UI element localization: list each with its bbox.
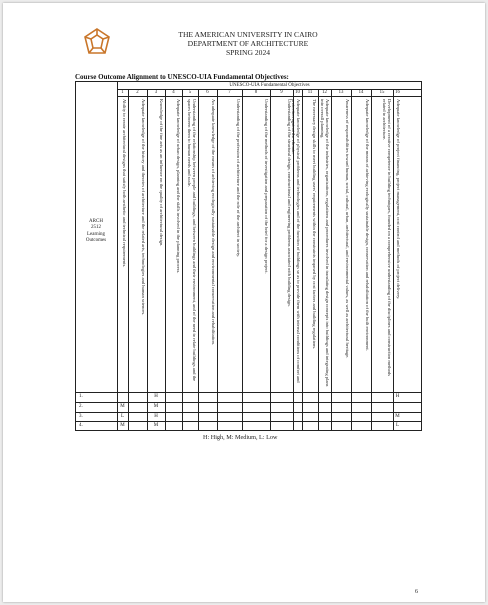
column-number: 16: [395, 90, 400, 95]
alignment-mark: [182, 393, 198, 402]
objective-text: An adequate knowledge of the means of achieving ecologically sustainable design and environmental conservation and rehabilitation.: [211, 99, 216, 345]
alignment-mark: [302, 413, 318, 422]
alignment-mark: [182, 413, 198, 422]
alignment-mark: [128, 413, 147, 422]
alignment-mark: [351, 422, 371, 431]
alignment-mark: [117, 393, 128, 402]
alignment-mark: [198, 413, 217, 422]
alignment-mark: [371, 403, 393, 412]
alignment-mark: [351, 393, 371, 402]
alignment-mark: [242, 422, 270, 431]
auc-logo-icon: [82, 27, 112, 57]
column-rule: [182, 89, 183, 431]
column-rule: [242, 89, 243, 431]
objective-text: Understanding of the structural design, constructional and engineering problems associated with building design.: [287, 99, 292, 307]
objective-text: Adequate knowledge of physical problems and technologies and of the function of buildings so as to provide them with internal conditions of comfort and protection against the climate.: [290, 99, 301, 383]
alignment-mark: [371, 422, 393, 431]
objective-text: Knowledge of the fine arts as an influence on the quality of architectural design.: [159, 99, 164, 247]
objective-text: Development of a creative competence in building techniques, founded on a comprehensive understanding of the disciplines and construction methods related to architecture.: [381, 99, 392, 376]
alignment-mark: [217, 413, 242, 422]
alignment-mark: H: [154, 413, 158, 419]
side-column-rule: [117, 81, 118, 431]
alignment-mark: [302, 393, 318, 402]
row-label: 1.: [79, 394, 83, 399]
objective-text: Adequate knowledge of the history and theories of architecture and the related arts, technologies and human sciences.: [141, 99, 146, 316]
alignment-mark: [217, 403, 242, 412]
learning-outcomes-label: [77, 219, 115, 259]
column-number: 8: [254, 90, 258, 95]
outcome-alignment-table: [75, 81, 422, 431]
alignment-mark: M: [395, 413, 400, 419]
alignment-mark: [182, 422, 198, 431]
alignment-mark: [198, 422, 217, 431]
objective-text: The necessary design skills to meet building users' requirements within the constraints imposed by cost factors and building regulations.: [312, 99, 317, 350]
alignment-mark: [270, 422, 293, 431]
alignment-mark: L: [120, 413, 125, 419]
alignment-mark: [128, 422, 147, 431]
column-rule: [302, 89, 303, 431]
table-border-right: [421, 81, 422, 431]
alignment-mark: [242, 393, 270, 402]
alignment-mark: [318, 403, 331, 412]
column-rule: [165, 89, 166, 431]
page-number: 6: [415, 589, 418, 595]
column-number: 12: [322, 90, 327, 95]
alignment-mark: [302, 403, 318, 412]
side-label-line: Outcomes: [85, 238, 107, 244]
side-label-line: ARCH: [89, 219, 103, 224]
alignment-mark: M: [120, 403, 125, 409]
document-page: [3, 3, 485, 602]
row-label: 4.: [79, 423, 83, 429]
objective-text: Adequate knowledge of the industries, organizations, regulations and procedures involved in translating design concepts into buildings and integrating plans into overall planning.: [319, 99, 330, 387]
column-number: 4: [172, 90, 175, 95]
column-rule: [270, 89, 271, 431]
alignment-mark: [242, 413, 270, 422]
alignment-mark: [331, 393, 351, 402]
group-header: UNESCO-UIA Fundamental Objectives: [229, 83, 310, 88]
column-rule: [198, 89, 199, 431]
alignment-mark: [331, 422, 351, 431]
alignment-mark: [165, 393, 182, 402]
table-caption: Course Outcome Alignment to UNESCO-UIA Fundamental Objectives:: [75, 73, 289, 81]
column-number: 11: [307, 90, 313, 95]
column-number: 13: [338, 90, 344, 95]
legend: H: High, M: Medium, L: Low: [203, 434, 278, 441]
alignment-mark: [293, 413, 302, 422]
alignment-mark: M: [120, 423, 125, 429]
alignment-mark: [318, 413, 331, 422]
department-name: DEPARTMENT OF ARCHITECTURE: [187, 39, 309, 48]
alignment-mark: [198, 393, 217, 402]
alignment-mark: [371, 393, 393, 402]
alignment-mark: [165, 403, 182, 412]
alignment-mark: M: [153, 423, 159, 429]
objective-text: Adequate knowledge of urban design, planning and the skills involved in the planning process.: [176, 99, 181, 274]
alignment-mark: [293, 393, 302, 402]
column-number: 9: [280, 90, 283, 95]
alignment-mark: [128, 403, 147, 412]
alignment-mark: [318, 393, 331, 402]
objective-text: Understanding of the methods of investigation and preparation of the brief for a design project.: [264, 99, 269, 274]
alignment-mark: [270, 403, 293, 412]
alignment-mark: [182, 403, 198, 412]
alignment-mark: [302, 422, 318, 431]
alignment-mark: L: [395, 423, 400, 429]
objective-text: Awareness of responsibilities toward human, social, cultural, urban, architectural, and environmental values, as well as architectural heritage.: [345, 99, 350, 359]
column-number: 14: [358, 90, 364, 95]
column-number: 6: [206, 90, 209, 95]
side-label-line: Learning: [86, 231, 106, 237]
alignment-mark: [198, 403, 217, 412]
column-rule: [128, 89, 129, 431]
column-number: 3: [154, 90, 158, 95]
column-number: 1: [121, 90, 124, 95]
alignment-mark: M: [153, 403, 159, 409]
alignment-mark: [270, 413, 293, 422]
column-rule: [351, 89, 352, 431]
alignment-mark: [351, 403, 371, 412]
column-rule: [393, 89, 394, 431]
alignment-mark: [351, 413, 371, 422]
objective-text: Adequate knowledge of project financing, project management, cost control and methods of project delivery.: [396, 99, 401, 300]
column-rule: [371, 89, 372, 431]
alignment-mark: [331, 413, 351, 422]
column-number: 7: [228, 90, 231, 95]
alignment-mark: [217, 393, 242, 402]
column-rule: [331, 89, 332, 431]
table-border-left: [75, 81, 76, 431]
alignment-mark: [165, 422, 182, 431]
alignment-mark: [371, 413, 393, 422]
column-number: 5: [188, 90, 192, 95]
row-label: 2.: [79, 403, 83, 409]
objective-text: Understanding of the relationship between people and buildings, and between buildings and their environment, and of the need to relate buildings and the spaces between them to human needs and scale.: [186, 99, 197, 382]
column-rule: [147, 89, 148, 431]
column-number: 10: [295, 90, 300, 95]
alignment-mark: [217, 422, 242, 431]
column-rule: [217, 89, 218, 431]
alignment-mark: [331, 403, 351, 412]
term: SPRING 2024: [225, 48, 271, 57]
alignment-mark: [293, 403, 302, 412]
column-number: 2: [136, 90, 139, 95]
column-number: 15: [379, 90, 385, 95]
alignment-mark: [128, 393, 147, 402]
alignment-mark: [270, 393, 293, 402]
row-label: 3.: [79, 413, 83, 419]
alignment-mark: [318, 422, 331, 431]
university-name: THE AMERICAN UNIVERSITY IN CAIRO: [178, 30, 318, 39]
objective-text: Understanding of the profession of architecture and the role of the architect in society.: [236, 99, 241, 258]
objective-text: Adequate knowledge of the means of achieving ecologically sustainable design, conservation and rehabilitation of the built environment.: [365, 99, 370, 351]
side-label-line: 2512: [91, 225, 101, 231]
alignment-mark: [393, 403, 402, 412]
alignment-mark: H: [154, 394, 158, 399]
objective-text: Ability to create architectural designs that satisfy both aesthetic and technical requirements.: [122, 99, 127, 268]
alignment-mark: [242, 403, 270, 412]
alignment-mark: [165, 413, 182, 422]
alignment-mark: H: [395, 394, 400, 399]
alignment-mark: [293, 422, 302, 431]
